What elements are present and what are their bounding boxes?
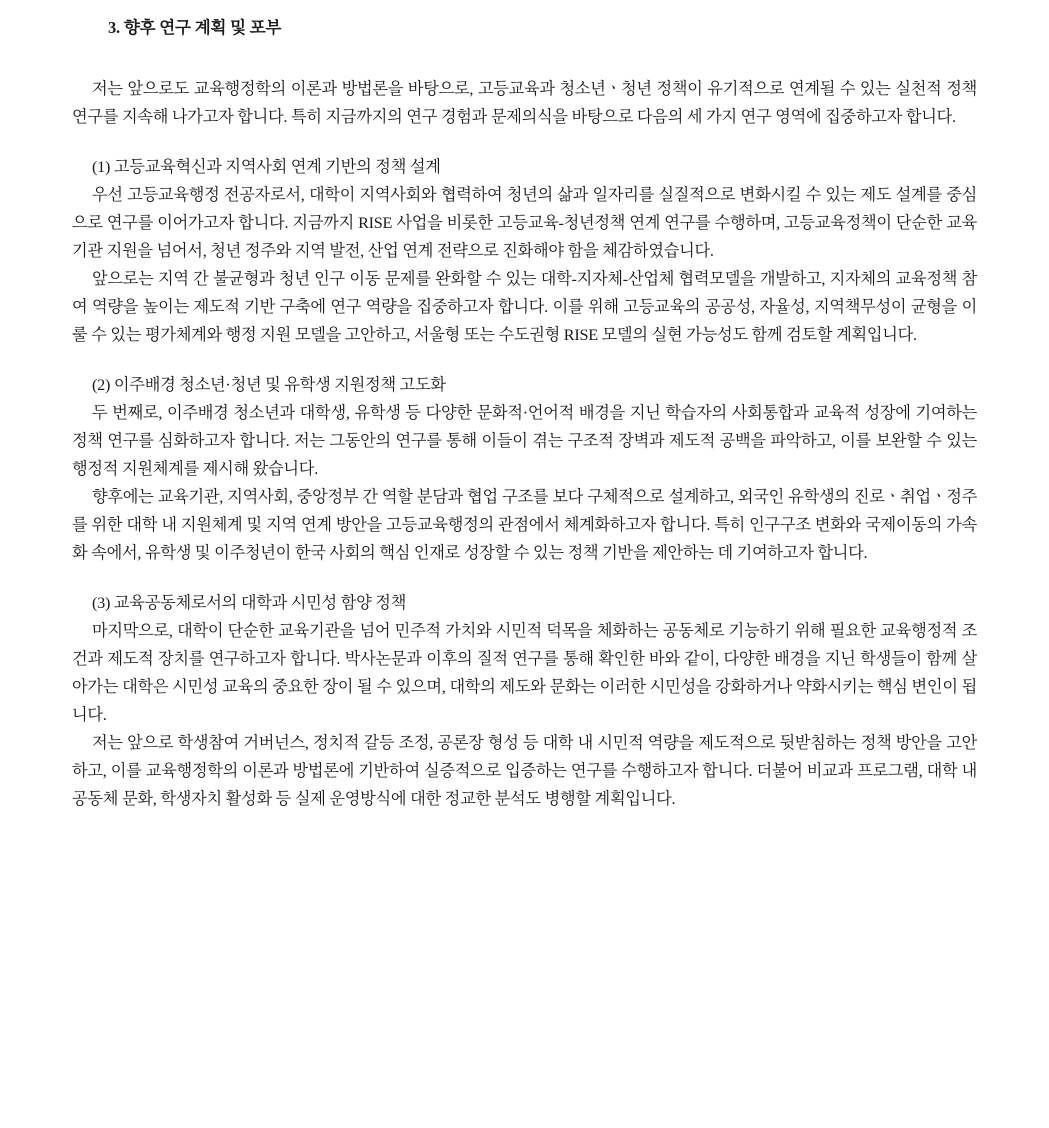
spacer — [72, 41, 977, 75]
subsection-heading-2: (2) 이주배경 청소년·청년 및 유학생 지원정책 고도화 — [92, 376, 446, 395]
subsection-heading-1: (1) 고등교육혁신과 지역사회 연계 기반의 정책 설계 — [92, 157, 441, 176]
intro-paragraph: 저는 앞으로도 교육행정학의 이론과 방법론을 바탕으로, 고등교육과 청소년ㆍ청년 정책이 유기적으로 연계될 수 있는 실천적 정책연구를 지속해 나가고자 합니다. 특히 지금까지의 연구 경험과 문제의식을 바탕으로 다음의 세 가지 연구 영역에 집중하고자 합니다. — [72, 79, 977, 126]
subsection-2-paragraph-1: 두 번째로, 이주배경 청소년과 대학생, 유학생 등 다양한 문화적·언어적 배경을 지닌 학습자의 사회통합과 교육적 성장에 기여하는 정책 연구를 심화하고자 합니다. 저는 그동안의 연구를 통해 이들이 겪는 구조적 장벽과 제도적 공백을 파악하고, 이를 보완할 수 있는 행정적 지원체계를 제시해 왔습니다. — [72, 404, 977, 479]
subsection-3-paragraph-1: 마지막으로, 대학이 단순한 교육기관을 넘어 민주적 가치와 시민적 덕목을 체화하는 공동체로 기능하기 위해 필요한 교육행정적 조건과 제도적 장치를 연구하고자 합니다. 박사논문과 이후의 질적 연구를 통해 확인한 바와 같이, 다양한 배경을 지닌 학생들이 함께 살아가는 대학은 시민성 교육의 중요한 장이 될 수 있으며, 대학의 제도와 문화는 이러한 시민성을 강화하거나 약화시키는 핵심 변인이 됩니다. — [72, 622, 977, 725]
subsection-1-paragraph-1: 우선 고등교육행정 전공자로서, 대학이 지역사회와 협력하여 청년의 삶과 일자리를 실질적으로 변화시킬 수 있는 제도 설계를 중심으로 연구를 이어가고자 합니다. 지금까지 RISE 사업을 비롯한 고등교육-청년정책 연계 연구를 수행하며, 고등교육정책이 단순한 교육기관 지원을 넘어서, 청년 정주와 지역 발전, 산업 연계 전략으로 진화해야 함을 체감하였습니다. — [72, 185, 977, 260]
subsection-heading-3: (3) 교육공동체로서의 대학과 시민성 함양 정책 — [92, 594, 407, 613]
subsection-2-paragraph-2: 향후에는 교육기관, 지역사회, 중앙정부 간 역할 분담과 협업 구조를 보다 구체적으로 설계하고, 외국인 유학생의 진로ㆍ취업ㆍ정주를 위한 대학 내 지원체계 및 지역 연계 방안을 고등교육행정의 관점에서 체계화하고자 합니다. 특히 인구구조 변화와 국제이동의 가속화 속에서, 유학생 및 이주청년이 한국 사회의 핵심 인재로 성장할 수 있는 정책 기반을 제안하는 데 기여하고자 합니다. — [72, 488, 977, 563]
spacer — [72, 131, 977, 153]
page-title: 3. 향후 연구 계획 및 포부 — [108, 18, 282, 37]
spacer — [72, 567, 977, 589]
subsection-1-paragraph-2: 앞으로는 지역 간 불균형과 청년 인구 이동 문제를 완화할 수 있는 대학-지자체-산업체 협력모델을 개발하고, 지자체의 교육정책 참여 역량을 높이는 제도적 기반 구축에 연구 역량을 집중하고자 합니다. 이를 위해 고등교육의 공공성, 자율성, 지역책무성이 균형을 이룰 수 있는 평가체계와 행정 지원 모델을 고안하고, 서울형 또는 수도권형 RISE 모델의 실현 가능성도 함께 검토할 계획입니다. — [72, 269, 977, 344]
subsection-3-paragraph-2: 저는 앞으로 학생참여 거버넌스, 정치적 갈등 조정, 공론장 형성 등 대학 내 시민적 역량을 제도적으로 뒷받침하는 정책 방안을 고안하고, 이를 교육행정학의 이론과 방법론에 기반하여 실증적으로 입증하는 연구를 수행하고자 합니다. 더불어 비교과 프로그램, 대학 내 공동체 문화, 학생자치 활성화 등 실제 운영방식에 대한 정교한 분석도 병행할 계획입니다. — [72, 734, 977, 809]
spacer — [72, 349, 977, 371]
